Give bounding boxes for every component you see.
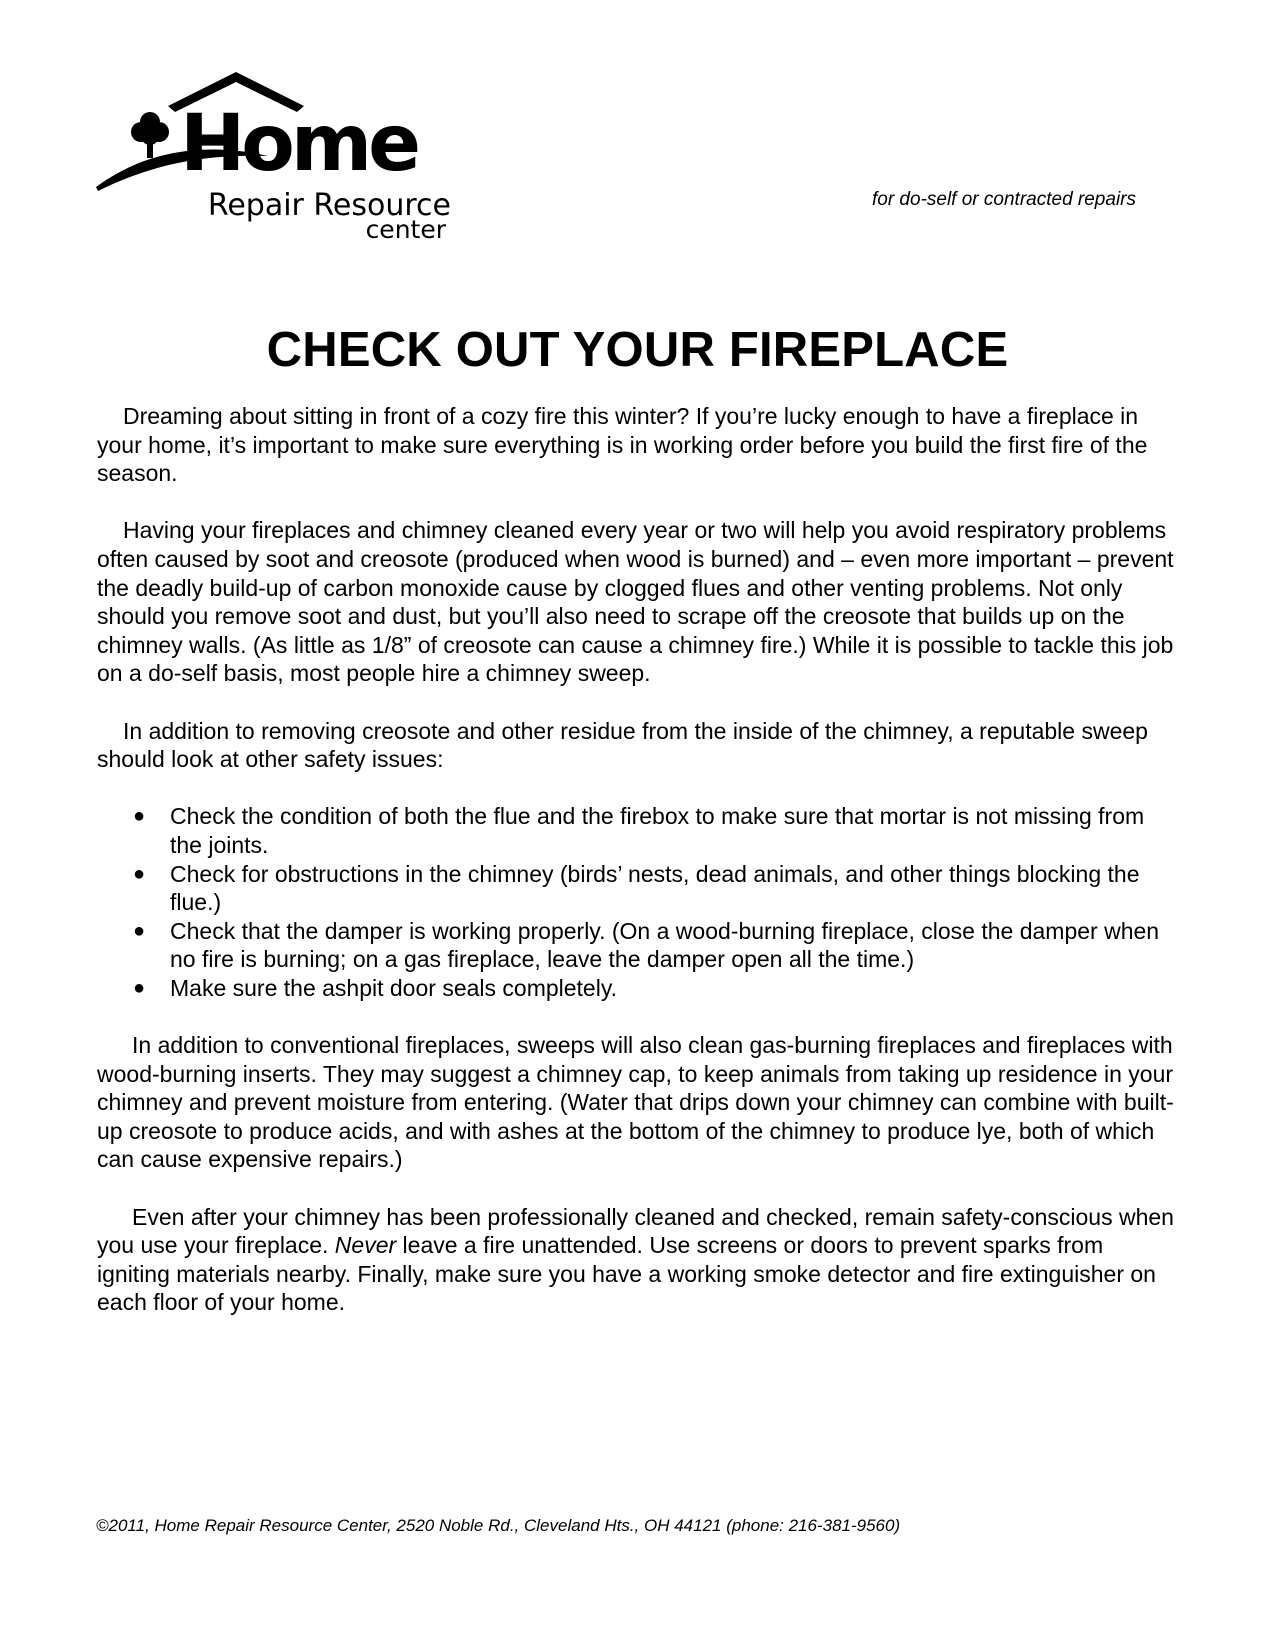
bullet-icon: ● bbox=[133, 805, 146, 828]
logo-word: Home bbox=[180, 99, 418, 189]
article-body bbox=[97, 402, 1182, 1346]
list-item bbox=[133, 917, 1182, 974]
tree-icon bbox=[131, 112, 169, 158]
tagline: for do-self or contracted repairs bbox=[871, 189, 1136, 210]
paragraph-intro: Dreaming about sitting in front of a cozy fire this winter? If you’re lucky enough to have a fireplace in your home, it’s important to make sure everything is in working order before you build the first fire of the season. bbox=[97, 403, 1148, 487]
footer-copyright: ©2011, Home Repair Resource Center, 2520 Noble Rd., Cleveland Hts., OH 44121 (phone: 216-381-9560) bbox=[96, 1516, 901, 1535]
bullet-icon: ● bbox=[133, 862, 146, 885]
paragraph-cleaning: Having your fireplaces and chimney cleaned every year or two will help you avoid respiratory problems often caused by soot and creosote (produced when wood is burned) and – even more important – prevent the deadly build-up of carbon monoxide cause by clogged flues and other venting problems. Not only should you remove soot and dust, but you’ll also need to scrape off the creosote that builds up on the chimney walls. (As little as 1/8” of creosote can cause a chimney fire.) While it is possible to tackle this job on a do-self basis, most people hire a chimney sweep. bbox=[97, 517, 1174, 687]
page-title: CHECK OUT YOUR FIREPLACE bbox=[266, 323, 1009, 377]
list-item-text: Check the condition of both the flue and the firebox to make sure that mortar is not missing from the joints. bbox=[170, 803, 1145, 858]
paragraph-text: Even after your chimney has been professionally cleaned and checked, remain safety-conscious when you use your fireplace. bbox=[97, 1203, 1174, 1259]
logo-line2: Repair Resource bbox=[207, 188, 451, 223]
paragraph-safety-issues: In addition to removing creosote and other residue from the inside of the chimney, a reputable sweep should look at other safety issues: bbox=[97, 717, 1148, 773]
paragraph-safety-conscious bbox=[97, 1203, 1182, 1317]
emphasis-text: Never bbox=[334, 1232, 397, 1259]
paragraph-text: leave a fire unattended. Use screens or doors to prevent sparks from igniting materials nearby. Finally, make sure you have a working smoke detector and fire extinguisher on each floor of your home. bbox=[97, 1232, 1156, 1316]
list-item bbox=[133, 860, 1182, 917]
safety-checklist bbox=[97, 802, 1182, 1002]
list-item bbox=[133, 802, 1182, 859]
bullet-icon: ● bbox=[133, 919, 146, 942]
list-item-text: Check for obstructions in the chimney (birds’ nests, dead animals, and other things blocking the flue.) bbox=[170, 860, 1140, 916]
logo-graphic bbox=[96, 70, 471, 250]
list-item-text: Make sure the ashpit door seals completely. bbox=[170, 974, 618, 1001]
home-repair-resource-center-logo bbox=[96, 70, 471, 250]
list-item-text: Check that the damper is working properly. (On a wood-burning fireplace, close the damper when no fire is burning; on a gas fireplace, leave the damper open all the time.) bbox=[170, 917, 1160, 973]
logo-line3: center bbox=[365, 215, 446, 244]
bullet-icon: ● bbox=[133, 976, 146, 999]
list-item bbox=[133, 974, 1182, 1003]
paragraph-gas-fireplaces: In addition to conventional fireplaces, sweeps will also clean gas-burning fireplaces and fireplaces with wood-burning inserts. They may suggest a chimney cap, to keep animals from taking up residence in your chimney and prevent moisture from entering. (Water that drips down your chimney can combine with built-up creosote to produce acids, and with ashes at the bottom of the chimney to produce lye, both of which can cause expensive repairs.) bbox=[97, 1032, 1174, 1173]
